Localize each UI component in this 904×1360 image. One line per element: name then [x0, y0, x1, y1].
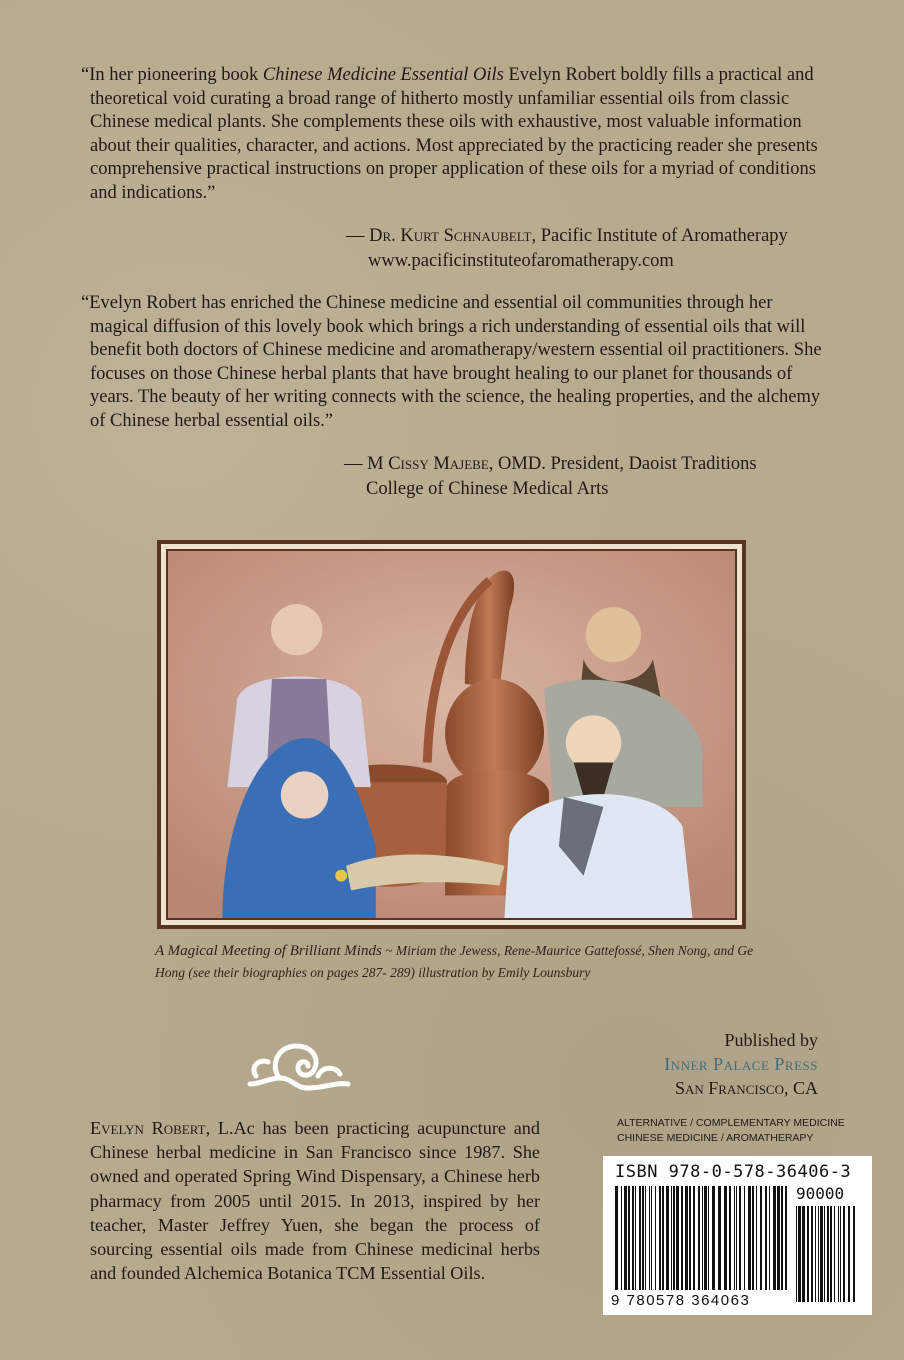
author-bio-text: , L.Ac has been practicing acupuncture and Chinese herbal medicine in San Francisco since 1987. She owned and operated Spring Wind Dispensary, a Chinese herb pharmacy from 2005 until 2015. In 2013, inspired by her teacher, Master Jeffrey Yuen, she began the process of sourcing essential oils made from Chinese medicinal herbs and founded Alchemica Botanica TCM Essential Oils. — [90, 1118, 540, 1284]
publisher-block — [664, 1028, 818, 1100]
review-quote-1 — [81, 64, 826, 206]
review-quote-1-text: “In her pioneering book Chinese Medicine Essential Oils Evelyn Robert boldly fills a practical and theoretical void curating a broad range of hitherto mostly unfamiliar essential oils from classic Chinese medical plants. She complements these oils with exhaustive, most valuable information about their qualities, character, and actions. Most appreciated by the practicing reader she presents comprehensive practical instructions on proper application of these oils for a myriad of conditions and indications.” — [81, 65, 818, 203]
category-line-1: ALTERNATIVE / COMPLEMENTARY MEDICINE — [617, 1117, 845, 1129]
author-bio — [90, 1116, 540, 1285]
review-quote-2-text: “Evelyn Robert has enriched the Chinese medicine and essential oil communities through her magical diffusion of this lovely book which brings a rich understanding of essential oils that will benefit both doctors of Chinese medicine and aromatherapy/western essential oil practitioners. She focuses on those Chinese herbal plants that have brought healing to our planet for thousands of years. The beauty of her writing connects with the science, the healing properties, and the alchemy of Chinese herbal essential oils.” — [81, 293, 822, 431]
barcode-bars — [615, 1186, 791, 1290]
publisher-name: Inner Palace Press — [664, 1054, 818, 1074]
isbn-barcode — [603, 1156, 872, 1315]
author-name: Evelyn Robert — [90, 1118, 206, 1138]
review-attribution-2: — M Cissy Majebe, OMD. President, Daoist Traditions College of Chinese Medical Arts — [344, 452, 757, 502]
book-title: Chinese Medicine Essential Oils — [262, 65, 504, 85]
published-by-label: Published by — [724, 1030, 818, 1050]
category-line-2: CHINESE MEDICINE / AROMATHERAPY — [617, 1132, 814, 1144]
review-quote-2 — [81, 292, 826, 434]
bisac-category — [617, 1116, 845, 1146]
illustration — [166, 549, 737, 920]
reviewer-url: www.pacificinstituteofaromatherapy.com — [368, 251, 674, 271]
caption-title: A Magical Meeting of Brilliant Minds — [155, 943, 382, 959]
barcode-digits: 9 780578 364063 — [611, 1292, 751, 1309]
illustration-caption — [155, 940, 755, 983]
barcode-addon-bars — [796, 1206, 860, 1302]
caption-text: ~ Miriam the Jewess, Rene-Maurice Gattefossé, Shen Nong, and Ge Hong (see their biographies on pages 287- 289) illustration by Emily Lounsbury — [155, 943, 754, 980]
publisher-city: San Francisco, CA — [674, 1078, 818, 1098]
reviewer-name-1: Dr. Kurt Schnaubelt — [369, 226, 532, 246]
illustration-art — [168, 551, 735, 918]
reviewer-org-2: College of Chinese Medical Arts — [366, 479, 609, 499]
cloud-logo-icon — [240, 1032, 352, 1094]
reviewer-name-2: Cissy Majebe — [388, 454, 489, 474]
price-code: 90000 — [796, 1184, 845, 1203]
review-attribution-1: — Dr. Kurt Schnaubelt, Pacific Institute of Aromatherapy www.pacificinstituteofaromatherapy.com — [346, 224, 788, 274]
isbn-text: ISBN 978-0-578-36406-3 — [615, 1162, 852, 1182]
illustration-frame — [157, 540, 746, 929]
